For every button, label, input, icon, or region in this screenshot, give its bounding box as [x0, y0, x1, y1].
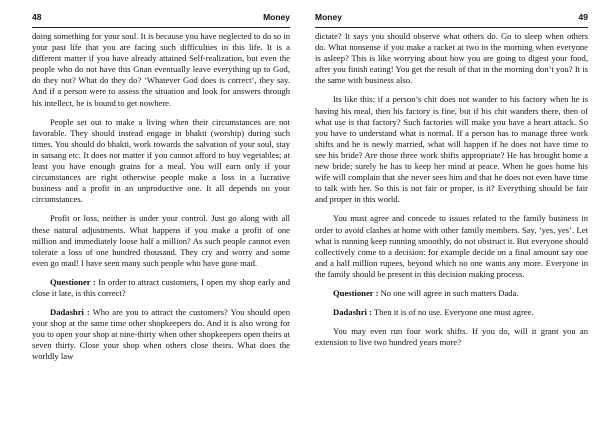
header-rule	[315, 27, 588, 28]
speaker-label: Questioner :	[333, 287, 379, 298]
left-page-header	[12, 12, 298, 26]
header-rule	[32, 27, 290, 28]
right-page-header	[315, 12, 588, 26]
running-title: Money	[315, 12, 342, 22]
paragraph: dictate? It says you should observe what others do. Go to sleep when others do. What nonsense if you make a racket at two in the morning when everyone is asleep? This is like worrying about how you are going to digest your food, after you finish eating! You get the result of that in the morning don’t you? It is the same with business also.	[315, 31, 588, 86]
dialogue-paragraph: Dadashri : Then it is of no use. Everyone one must agree.	[333, 307, 534, 318]
dialogue-paragraph: Questioner : In order to attract customers, I open my shop early and close it late, is this correct?	[32, 276, 290, 298]
page-number: 48	[32, 12, 42, 22]
speaker-label: Questioner :	[50, 276, 96, 287]
paragraph: You may even run four work shifts. If you do, will it grant you an extension to live two hundred years more?	[315, 326, 588, 348]
speaker-label: Dadashri :	[333, 307, 372, 318]
paragraph: People set out to make a living when their circumstances are not favorable. They should instead engage in bhakti (worship) during such times. You should do bhakti, work towards the salvation of your soul, stay in satsang etc. It does not matter if you cannot afford to buy vegetables; at least you have enough grains for a meal. You will earn only if your circumstances are right otherwise people make a loss in a lucrative business and a profit in an unproductive one. It all depends on your circumstances.	[32, 116, 290, 205]
dialogue-paragraph: Questioner : No one will agree in such matters Dada.	[333, 287, 519, 298]
running-title: Money	[263, 12, 290, 22]
paragraph: You must agree and concede to issues related to the family business in order to avoid clashes at home with other family members. Say, ‘yes, yes’. Let what is running keep running smoothly, do not obstruct it. But everyone should collectively come to a decision: for example decide on a final amount say one and a half million rupees, beyond which no one wants any more. Everyone in the family should be present in this decision making process.	[315, 213, 588, 279]
paragraph: Its like this: if a person’s chit does not wander to his factory when he is having his meal, then his factory is fine, but if his chit wanders there, then of what use is that factory? Such factories will make you have a heart attack. So you have to understand what is normal. If a person has to manage three work shifts and he is newly married, what will happen if he does not have time to see his bride? Are those three work shifts appropriate? He has brought home a new bride; surely he has to keep her mind at peace. When he goes home his wife will complain that she never sees him and that he does not even have time to talk with her. So this is not fair or proper, is it? Everything should be fair and proper in this world.	[315, 94, 588, 205]
right-page	[315, 0, 588, 446]
right-page-body	[315, 31, 588, 356]
left-page	[12, 0, 298, 446]
page-number: 49	[578, 12, 588, 22]
paragraph: Profit or loss, neither is under your control. Just go along with all these natural adjustments. What happens if you make a profit of one million and immediately loose half a million? As such people cannot even tolerate a loss of one hundred thousand. They cry and worry and some even go mad! I have seen many such people who have gone mad.	[32, 213, 290, 268]
left-page-body	[32, 31, 290, 371]
paragraph: doing something for your soul. It is because you have neglected to do so in your past life that you are facing such difficulties in this life. It is a different matter if you have already attained Self-realization, but even the people who do not have this Gnan eventually leave everything up to God, do they not? What do they do? ‘Whatever God does is correct’, they say. And if a person were to assess the situation and look for answers through his intellect, he is bound to get nowhere.	[32, 31, 290, 108]
speaker-label: Dadashri :	[50, 307, 90, 318]
dialogue-paragraph: Dadashri : Who are you to attract the customers? You should open your shop at the same time other shopkeepers do. And it is also wrong for you to open your shop at nine-thirty when other shopkeepers open theirs at seven thirty. Close your shop when others close theirs. What does the worldly law	[32, 307, 290, 362]
